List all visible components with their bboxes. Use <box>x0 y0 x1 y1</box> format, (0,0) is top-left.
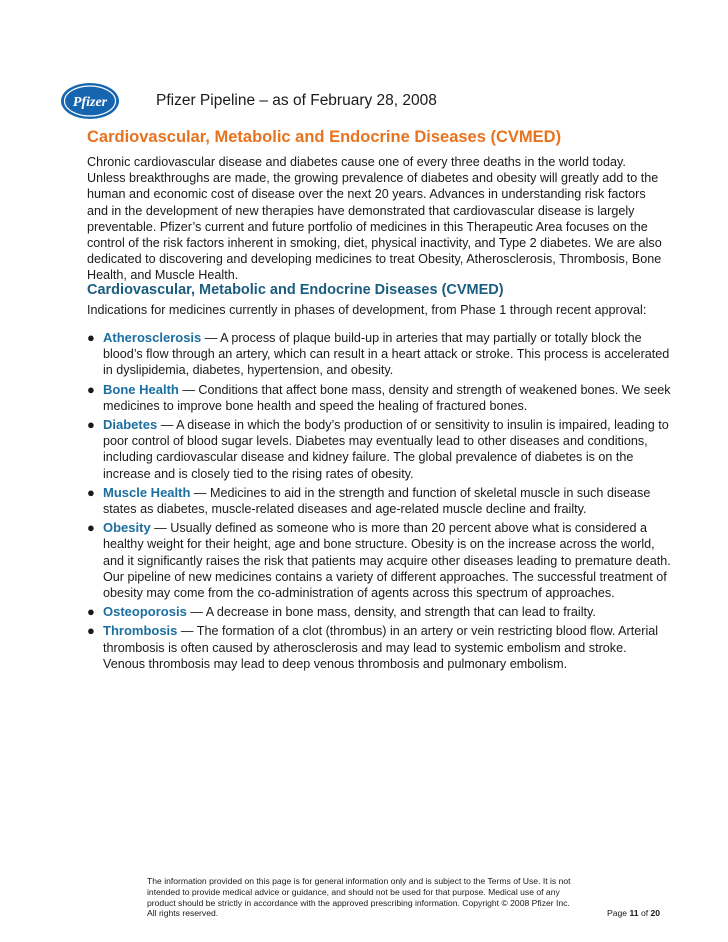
svg-text:Pfizer: Pfizer <box>72 95 108 110</box>
list-item <box>87 623 672 672</box>
list-item <box>87 417 672 482</box>
list-item <box>87 485 672 517</box>
page-total: 20 <box>650 908 661 918</box>
bullet-icon: ● <box>87 417 95 433</box>
page-number <box>607 908 660 918</box>
bullet-icon: ● <box>87 330 95 345</box>
indication-description: — A disease in which the body’s production of or sensitivity to insulin is impaired, leading to poor control of blood sugar levels. Diabetes may eventually lead to other diseases and conditions, including cardiovascular disease and kidney failure. The global prevalence of diabetes is on the increase and is closely tied to the rising rates of obesity. <box>103 418 669 481</box>
indications-subtitle: Indications for medicines currently in phases of development, from Phase 1 through recent approval: <box>87 303 647 317</box>
indication-description: — A decrease in bone mass, density, and strength that can lead to frailty. <box>186 605 596 620</box>
page-of: of <box>640 908 649 918</box>
section-heading-indications: Cardiovascular, Metabolic and Endocrine Diseases (CVMED) <box>87 282 504 298</box>
indication-term: Atherosclerosis <box>103 330 202 345</box>
indication-description: — A process of plaque build-up in arteries that may partially or totally block the blood’s flow through an artery, which can result in a heart attack or stroke. This process is accelerated in dyslipidemia, diabetes, hypertension, and obesity. <box>103 331 670 378</box>
indication-term: Thrombosis <box>103 623 178 639</box>
page-current: 11 <box>629 908 639 918</box>
indication-term: Obesity <box>103 520 151 536</box>
bullet-icon: ● <box>87 484 95 500</box>
indication-term: Osteoporosis <box>103 604 187 620</box>
indication-description: — Usually defined as someone who is more than 20 percent above what is considered a healthy weight for their height, age and bone structure. Obesity is on the increase across the world, and it significantly raises the risk that patients may acquire other diseases leading to premature death. Our pipeline of new medicines contains a variety of different approaches. The successful treatment of obesity may come from the co-administration of agents across this spectrum of approaches. <box>103 521 671 601</box>
intro-paragraph: Chronic cardiovascular disease and diabetes cause one of every three deaths in the world today. Unless breakthroughs are made, the growing prevalence of diabetes and obesity will greatly add to the human and economic cost of disease over the next 20 years. Advances in understanding risk factors and in the development of new therapies have demonstrated that cardiovascular disease is largely preventable. Pfizer’s current and future portfolio of medicines in this Therapeutic Area focuses on the control of the risk factors inherent in smoking, diet, physical inactivity, and Type 2 diabetes. We are also dedicated to discovering and developing medicines to treat Obesity, Atherosclerosis, Thrombosis, Bone Health, and Muscle Health. <box>87 155 662 283</box>
indication-description: — The formation of a clot (thrombus) in an artery or vein restricting blood flow. Arterial thrombosis is often caused by atherosclerosis and may lead to systemic embolism and stroke. Venous thrombosis may lead to deep venous thrombosis and pulmonary embolism. <box>103 624 659 671</box>
indication-term: Bone Health <box>103 381 179 397</box>
list-item <box>87 520 672 601</box>
bullet-icon: ● <box>87 520 95 536</box>
footer-disclaimer: The information provided on this page is for general information only and is subject to the Terms of Use. It is not intended to provide medical advice or guidance, and should not be used for that purpose. Medical use of any product should be strictly in accordance with the approved prescribing information. Copyright © 2008 Pfizer Inc. All rights reserved. <box>147 876 571 919</box>
indication-description: — Medicines to aid in the strength and function of skeletal muscle in such disease states as diabetes, muscle-related diseases and age-related muscle decline and frailty. <box>103 485 651 517</box>
page-label: Page <box>607 908 628 918</box>
page-header-title: Pfizer Pipeline – as of February 28, 2008 <box>156 92 437 109</box>
bullet-icon: ● <box>87 623 95 639</box>
indication-description: — Conditions that affect bone mass, density and strength of weakened bones. We seek medicines to improve bone health and speed the healing of fractured bones. <box>103 382 671 413</box>
indications-list <box>87 330 672 675</box>
bullet-icon: ● <box>87 604 95 620</box>
indication-term: Diabetes <box>103 417 158 433</box>
list-item <box>87 604 672 620</box>
indication-term: Muscle Health <box>103 484 191 500</box>
page-header <box>60 82 660 122</box>
bullet-icon: ● <box>87 381 95 397</box>
pfizer-logo <box>60 82 120 120</box>
list-item <box>87 382 672 414</box>
section-heading-cvmed: Cardiovascular, Metabolic and Endocrine Diseases (CVMED) <box>87 128 562 146</box>
list-item <box>87 330 672 379</box>
